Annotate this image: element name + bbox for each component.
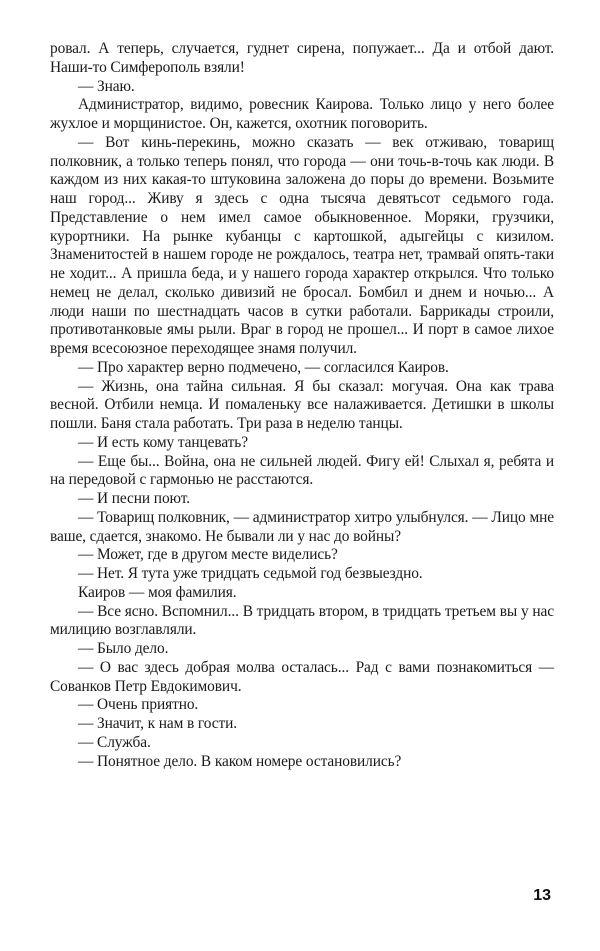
paragraph: — Очень приятно.: [78, 696, 199, 714]
paragraph: — И есть кому танцевать?: [78, 433, 248, 451]
paragraph: — Жизнь, она тайна сильная. Я бы сказал: могучая. Она как трава весной. Отбили немца. И помаленьку все налаживается. Детишки в школы пошли. Баня стала работать. Три раза в неделю танцы.: [50, 377, 554, 432]
paragraph: — Все ясно. Вспомнил... В тридцать втором, в тридцать третьем вы у нас милицию возглавляли.: [50, 602, 554, 639]
paragraph: — Нет. Я тута уже тридцать седьмой год безвыездно.: [78, 565, 423, 582]
paragraph: — И песни поют.: [78, 490, 190, 507]
paragraph: — О вас здесь добрая молва осталась... Рад с вами познакомиться — Сованков Петр Евдокимович.: [50, 658, 554, 695]
page-body: [50, 40, 554, 771]
page-number: 13: [533, 887, 551, 904]
paragraph: — Служба.: [78, 733, 151, 751]
paragraph: ровал. А теперь, случается, гуднет сирена, попужает... Да и отбой дают. Наши-то Симферополь взяли!: [50, 40, 554, 76]
paragraph: — Понятное дело. В каком номере остановились?: [78, 752, 402, 770]
paragraph: Администратор, видимо, ровесник Каирова. Только лицо у него более жухлое и морщинистое. Он, кажется, охотник поговорить.: [50, 96, 554, 132]
paragraph: — Значит, к нам в гости.: [78, 715, 237, 732]
paragraph: — Про характер верно подмечено, — согласился Каиров.: [78, 358, 449, 376]
paragraph: — Вот кинь-перекинь, можно сказать — век отживаю, товарищ полковник, а только теперь понял, что города — они точь-в-точь как люди. В каждом из них какая-то штуковина заложена до поры до времени. Возьмите наш город... Живу я здесь с одна тысяча девятьсот седьмого года. Представление о нем имел самое обыкновенное. Моряки, грузчики, курортники. На рынке кубанцы с картошкой, адыгейцы с кизилом. Знаменитостей в нашем городе не рождалось, театра нет, трамвай опять-таки не ходит... А пришла беда, и у нашего города характер открылся. Что только немец не делал, сколько дивизий не бросал. Бомбил и днем и ночью... А люди наши по шестнадцать часов в сутки работали. Баррикады строили, противотанковые ямы рыли. Враг в город не прошел... И порт в самое лихое время всесоюзное переходящее знамя получил.: [50, 133, 554, 357]
paragraph: — Знаю.: [78, 77, 135, 95]
paragraph: — Было дело.: [78, 640, 169, 657]
paragraph: Каиров — моя фамилия.: [78, 583, 237, 601]
paragraph: — Может, где в другом месте виделись?: [78, 546, 338, 564]
paragraph: — Товарищ полковник, — администратор хитро улыбнулся. — Лицо мне ваше, сдается, знакомо. Не бывали ли у нас до войны?: [50, 508, 554, 545]
paragraph: — Еще бы... Война, она не сильней людей. Фигу ей! Слыхал я, ребята и на передовой с гармонью не расстаются.: [50, 452, 554, 489]
